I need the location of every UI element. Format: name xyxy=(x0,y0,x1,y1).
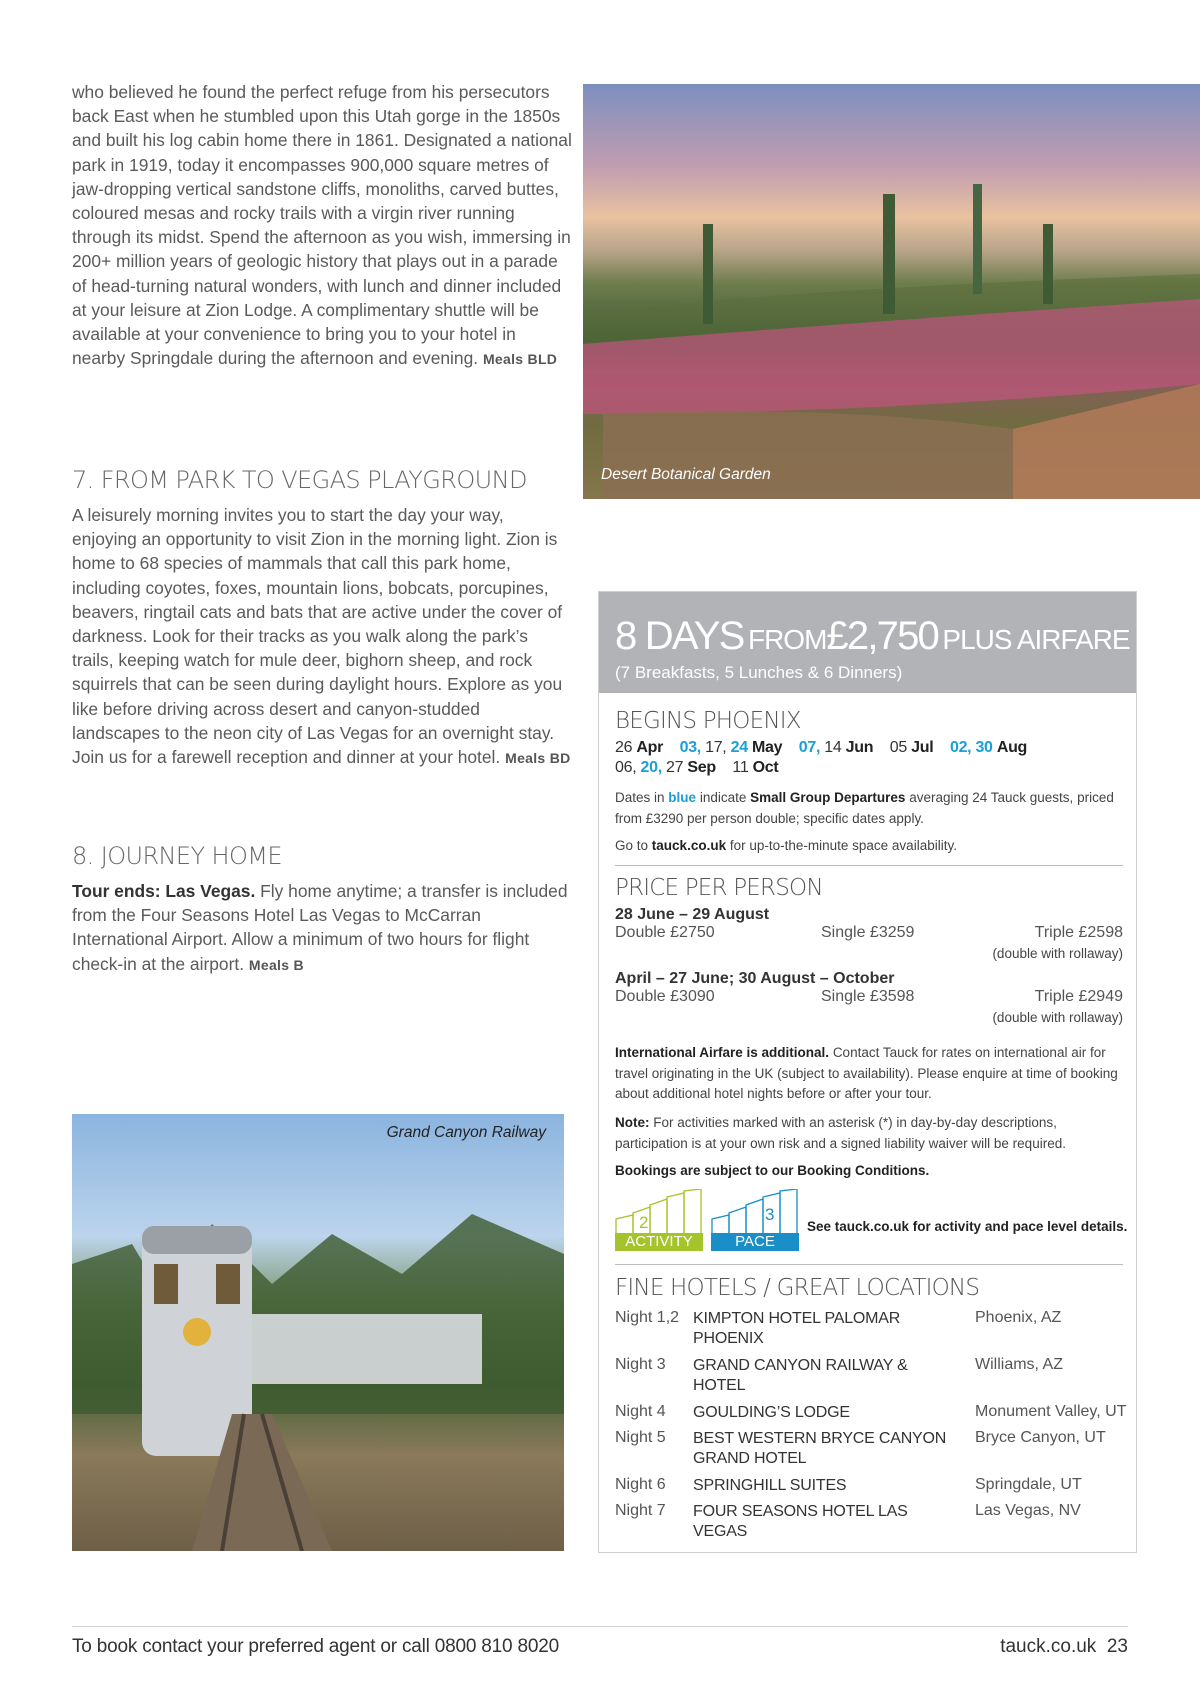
goto-pre: Go to xyxy=(615,838,649,853)
hotel-night: Night 5 xyxy=(615,1429,666,1446)
garden-caption: Desert Botanical Garden xyxy=(601,466,771,483)
tour-pricing-box xyxy=(598,591,1137,1553)
sg-blue-word: blue xyxy=(668,790,697,805)
plus-airfare: PLUS AIRFARE xyxy=(942,624,1130,655)
season-2-note: (double with rollaway) xyxy=(992,1010,1123,1025)
train-caption: Grand Canyon Railway xyxy=(386,1124,546,1141)
pricing-header xyxy=(599,592,1136,693)
activity-level-badge xyxy=(615,1189,703,1251)
day7-meals: Meals BD xyxy=(505,750,571,767)
season-1-label: 28 June – 29 August xyxy=(615,906,770,923)
activity-level: 2 xyxy=(639,1213,649,1232)
hotel-location: Williams, AZ xyxy=(975,1356,1063,1373)
hotels-title: FINE HOTELS / GREAT LOCATIONS xyxy=(615,1275,980,1301)
from-price: £2,750 xyxy=(826,614,938,658)
departure-dates-row-1 xyxy=(615,739,1027,757)
airfare-text: Contact Tauck for rates on international air for travel originating in the UK (subject to availability). Please enquire at time of booking about additional hotel nights before or after your tour. xyxy=(615,1045,1118,1101)
hotel-name: KIMPTON HOTEL PALOMAR PHOENIX xyxy=(693,1310,901,1347)
activity-label: ACTIVITY xyxy=(615,1233,703,1251)
season-1-double: Double £2750 xyxy=(615,924,715,941)
jun-label: Jun xyxy=(845,739,874,756)
season-2-double: Double £3090 xyxy=(615,988,715,1005)
footer-right xyxy=(1000,1636,1128,1658)
hotel-night: Night 3 xyxy=(615,1356,666,1373)
intro-meals: Meals BLD xyxy=(482,351,558,368)
hotel-name: GRAND CANYON RAILWAY & HOTEL xyxy=(693,1357,908,1394)
days-count: 8 DAYS xyxy=(615,614,744,658)
jun-small-group: 07, xyxy=(798,739,821,756)
sep-label: Sep xyxy=(687,759,716,776)
hotel-location: Springdale, UT xyxy=(975,1476,1082,1493)
apr-label: Apr xyxy=(636,739,664,756)
divider xyxy=(615,865,1123,866)
season-1-note: (double with rollaway) xyxy=(992,946,1123,961)
goto-post: for up-to-the-minute space availability. xyxy=(729,838,957,853)
aug-label: Aug xyxy=(996,739,1028,756)
day8-title: 8. JOURNEY HOME xyxy=(72,842,282,870)
hotel-name: SPRINGHILL SUITES xyxy=(693,1477,847,1494)
hotel-name: FOUR SEASONS HOTEL LAS VEGAS xyxy=(693,1503,908,1540)
season-1-prices xyxy=(615,906,1123,961)
may-small-group-2: 24 xyxy=(730,739,748,756)
sg-post: averaging 24 Tauck guests, priced from £3290 per person double; specific dates apply. xyxy=(615,790,1114,826)
day8-paragraph xyxy=(72,879,572,977)
sg-pre: Dates in xyxy=(615,790,665,805)
begins-title: BEGINS PHOENIX xyxy=(615,708,801,734)
airfare-bold: International Airfare is additional. xyxy=(615,1045,830,1060)
note-bold: Note: xyxy=(615,1115,650,1130)
season-2-triple: Triple £2949 xyxy=(1034,988,1123,1005)
intro-text: who believed he found the perfect refuge from his persecutors back East when he stumbled upon this Utah gorge in the 1850s and built his log cabin home there in 1861. Designated a national park in 1919, today it encompasses 900,000 square metres of jaw-dropping vertical sandstone cliffs, monoliths, carved buttes, coloured mesas and rocky trails with a virgin river running through its midst. Spend the afternoon as you wish, immersing in 200+ million years of geologic history that plays out in a parade of head-turning natural wonders, with lunch and dinner included at your leisure at Zion Lodge. A complimentary shuttle will be available at your convenience to bring you to your hotel in nearby Springdale during the afternoon and evening. xyxy=(72,82,572,369)
day8-section xyxy=(72,842,572,977)
hotel-name: BEST WESTERN BRYCE CANYON GRAND HOTEL xyxy=(693,1430,947,1467)
desert-botanical-garden-photo xyxy=(583,84,1200,499)
booking-conditions: Bookings are subject to our Booking Conditions. xyxy=(615,1163,930,1178)
season-2-prices xyxy=(615,970,1123,1025)
sep-days-1: 06, xyxy=(615,759,637,776)
season-2-single: Single £3598 xyxy=(821,988,915,1005)
note-text: For activities marked with an asterisk (*) in day-by-day descriptions, participation is at your own risk and a signed liability waiver will be required. xyxy=(615,1115,1066,1151)
hotel-location: Monument Valley, UT xyxy=(975,1403,1127,1420)
hotel-night: Night 1,2 xyxy=(615,1309,680,1326)
from-label: FROM xyxy=(747,624,827,655)
liability-note xyxy=(615,1113,1123,1154)
day8-lead: Tour ends: Las Vegas. xyxy=(72,881,256,901)
grand-canyon-railway-photo xyxy=(72,1114,564,1551)
jul-days: 05 xyxy=(889,739,907,756)
day8-meals: Meals B xyxy=(248,956,304,973)
activity-pace-levels xyxy=(615,1189,1135,1251)
page-number: 23 xyxy=(1106,1636,1128,1657)
intro-section xyxy=(72,80,572,371)
sep-days-2: 27 xyxy=(666,759,684,776)
footer-site-link[interactable]: tauck.co.uk xyxy=(1000,1636,1097,1657)
apr-days: 26 xyxy=(615,739,633,756)
divider-2 xyxy=(615,1264,1123,1265)
season-2-line xyxy=(615,988,1123,1010)
headline xyxy=(615,614,1130,659)
hotel-location: Bryce Canyon, UT xyxy=(975,1429,1106,1446)
pace-label: PACE xyxy=(711,1233,799,1251)
pace-level: 3 xyxy=(765,1205,775,1224)
sg-bold: Small Group Departures xyxy=(750,790,906,805)
day8-text: Fly home anytime; a transfer is included from the Four Seasons Hotel Las Vegas to McCarran International Airport. Allow a minimum of two hours for flight check-in at the airport. xyxy=(72,881,568,974)
pace-level-badge xyxy=(711,1189,799,1251)
small-group-note xyxy=(615,788,1123,829)
price-per-person-title: PRICE PER PERSON xyxy=(615,875,823,901)
day7-title: 7. FROM PARK TO VEGAS PLAYGROUND xyxy=(72,466,527,494)
day7-section xyxy=(72,466,572,770)
hotel-location: Las Vegas, NV xyxy=(975,1502,1081,1519)
footer-divider xyxy=(72,1626,1128,1627)
day7-paragraph xyxy=(72,503,572,770)
may-small-group-1: 03, xyxy=(679,739,701,756)
hotel-night: Night 4 xyxy=(615,1403,666,1420)
may-days: 17, xyxy=(705,739,727,756)
hotel-name: GOULDING’S LODGE xyxy=(693,1404,850,1421)
airfare-note xyxy=(615,1043,1123,1105)
intro-paragraph xyxy=(72,80,572,371)
sg-mid: indicate xyxy=(699,790,747,805)
season-1-triple: Triple £2598 xyxy=(1034,924,1123,941)
oct-days: 11 xyxy=(732,759,749,776)
sep-small-group: 20, xyxy=(640,759,662,776)
day7-text: A leisurely morning invites you to start the day your way, enjoying an opportunity to visit Zion in the morning light. Zion is home to 68 species of mammals that call this park home, including coyotes, foxes, mountain lions, bobcats, porcupines, beavers, ringtail cats and bats that are active under the cover of darkness. Look for their tracks as you walk along the park’s trails, keeping watch for mule deer, bighorn sheep, and rock squirrels that can be seen during daylight hours. Explore as you like before driving across desert and canyon-studded landscapes to the neon city of Las Vegas for an overnight stay. Join us for a farewell reception and dinner at your hotel. xyxy=(72,505,563,768)
footer-contact: To book contact your preferred agent or call 0800 810 8020 xyxy=(72,1636,559,1657)
jun-days: 14 xyxy=(824,739,842,756)
levels-details-text: See tauck.co.uk for activity and pace level details. xyxy=(807,1219,1128,1234)
season-1-single: Single £3259 xyxy=(821,924,915,941)
oct-label: Oct xyxy=(752,759,779,776)
tauck-link[interactable]: tauck.co.uk xyxy=(651,838,727,853)
hotel-night: Night 7 xyxy=(615,1502,666,1519)
meals-summary: (7 Breakfasts, 5 Lunches & 6 Dinners) xyxy=(615,663,903,682)
departure-dates-row-2 xyxy=(615,759,778,777)
may-label: May xyxy=(751,739,783,756)
hotel-night: Night 6 xyxy=(615,1476,666,1493)
availability-note xyxy=(615,836,1123,857)
hotel-location: Phoenix, AZ xyxy=(975,1309,1062,1326)
train-scene-icon xyxy=(72,1114,564,1551)
garden-scene-icon xyxy=(583,84,1200,499)
aug-small-group: 02, 30 xyxy=(949,739,993,756)
season-2-label: April – 27 June; 30 August – October xyxy=(615,970,895,987)
jul-label: Jul xyxy=(911,739,934,756)
season-1-line xyxy=(615,924,1123,946)
